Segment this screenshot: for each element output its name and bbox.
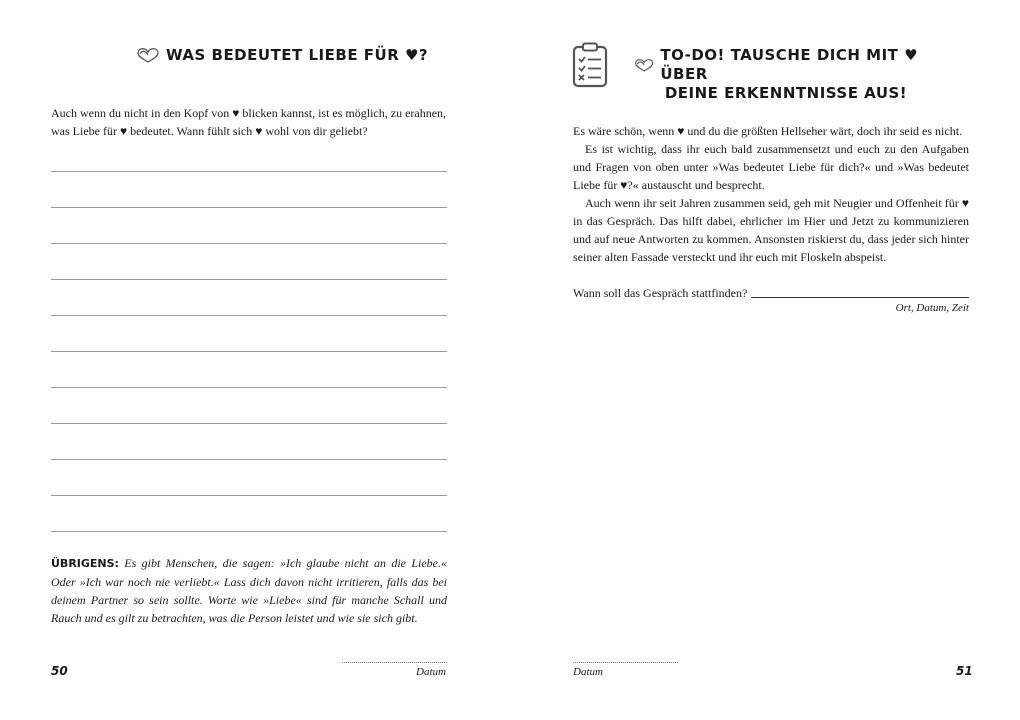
- left-title: WAS BEDEUTET LIEBE FÜR ♥?: [166, 46, 429, 64]
- right-title-line1: TO-DO! TAUSCHE DICH MIT ♥ ÜBER: [660, 46, 919, 83]
- left-intro-text: Auch wenn du nicht in den Kopf von ♥ blicken kannst, ist es möglich, zu erahnen, was Liebe für ♥ bedeutet. Wann fühlt sich ♥ wohl von dir geliebt?: [51, 106, 447, 138]
- page-number-left: 50: [51, 664, 68, 678]
- appointment-hint: Ort, Datum, Zeit: [895, 302, 969, 314]
- right-title-line2: DEINE ERKENNTNISSE AUS!: [664, 84, 908, 102]
- right-page: [510, 0, 1020, 720]
- note-label: ÜBRIGENS:: [51, 557, 119, 570]
- writing-line[interactable]: [51, 207, 447, 208]
- appointment-answer-line[interactable]: [751, 297, 969, 298]
- writing-line[interactable]: [51, 315, 447, 316]
- date-field-left[interactable]: [342, 662, 447, 663]
- page-number-right: 51: [956, 664, 973, 678]
- note-text: Es gibt Menschen, die sagen: »Ich glaube nicht an die Liebe.« Oder »Ich war noch nie verliebt.« Lass dich davon nicht irritieren, falls das bei deinem Partner so sein sollte. Worte wie »Liebe« sind für manche Schall und Rauch und es gilt zu betrachten, was die Person leistet und wie sie sich gibt.: [51, 556, 447, 625]
- note-paragraph: [51, 554, 447, 627]
- heart-outline-icon: [634, 57, 654, 73]
- writing-line[interactable]: [51, 459, 447, 460]
- date-label-right: Datum: [573, 666, 603, 678]
- paragraph: Es ist wichtig, dass ihr euch bald zusammensetzt und euch zu den Aufgaben und Fragen von oben unter »Was bedeutet Liebe für dich?« und »Was bedeutet Liebe für ♥?« austauscht und besprecht.: [573, 142, 969, 192]
- paragraph: Es wäre schön, wenn ♥ und du die größten Hellseher wärt, doch ihr seid es nicht.: [573, 124, 963, 138]
- right-heading: [634, 46, 924, 103]
- right-body: [573, 122, 969, 266]
- writing-line[interactable]: [51, 423, 447, 424]
- writing-line[interactable]: [51, 495, 447, 496]
- date-field-right[interactable]: [573, 662, 678, 663]
- writing-line[interactable]: [51, 243, 447, 244]
- writing-line[interactable]: [51, 279, 447, 280]
- clipboard-checklist-icon: [572, 42, 608, 88]
- writing-line[interactable]: [51, 351, 447, 352]
- left-heading: [136, 46, 428, 64]
- date-label-left: Datum: [416, 666, 446, 678]
- paragraph: Auch wenn ihr seit Jahren zusammen seid, geh mit Neugier und Offenheit für ♥ in das Gespräch. Das hilft dabei, ehrlicher im Hier und Jetzt zu kommunizieren und auf neue Antworten zu kommen. Ansonsten riskierst du, dass jeder sich hinter seiner alten Fassade versteckt und ihr euch mit Floskeln abspeist.: [573, 196, 969, 264]
- writing-line[interactable]: [51, 171, 447, 172]
- writing-line[interactable]: [51, 387, 447, 388]
- writing-line[interactable]: [51, 531, 447, 532]
- appointment-question: [573, 284, 969, 302]
- appointment-question-label: Wann soll das Gespräch stattfinden?: [573, 286, 748, 300]
- heart-outline-icon: [136, 47, 160, 63]
